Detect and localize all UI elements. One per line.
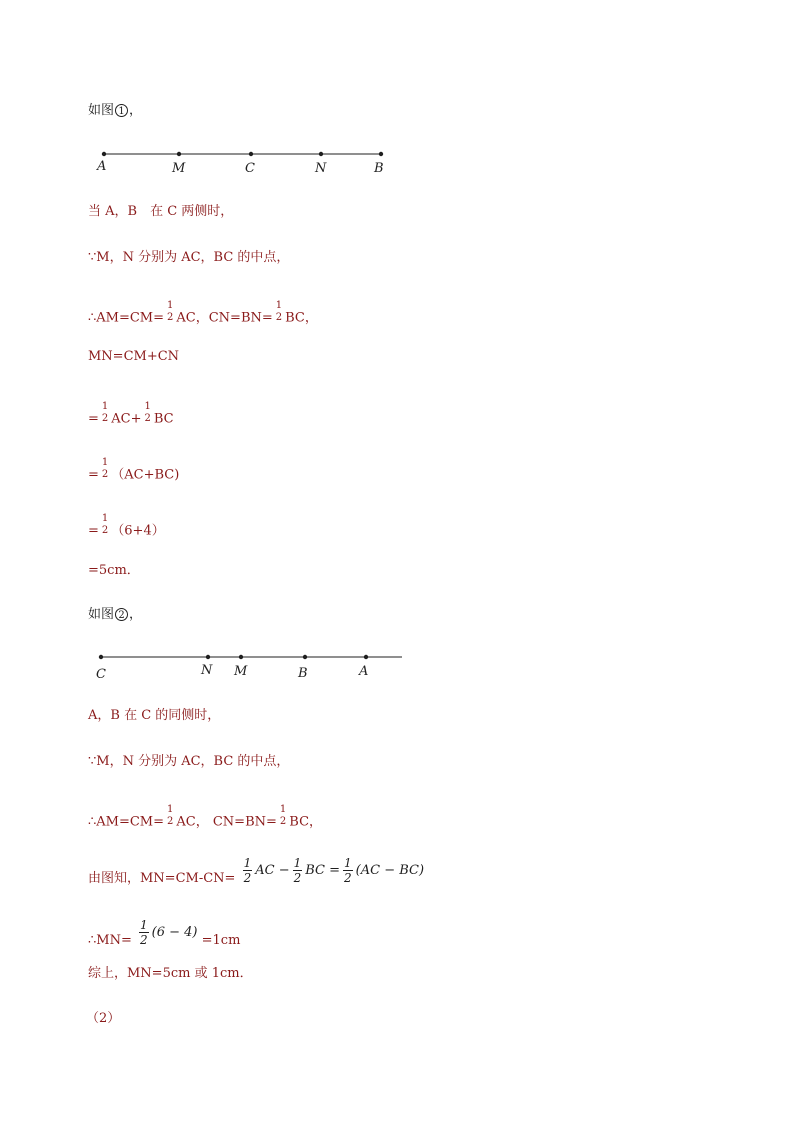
- case2-calc-formula: $\frac{1}{2}$ (6 − 4): [140, 918, 198, 947]
- case2-condition: A，B 在 C 的同侧时，: [88, 708, 221, 723]
- fig1-caption: 如图 1 ，: [88, 103, 143, 118]
- case1-midpoint-statement: ∵M，N 分别为 AC，BC 的中点，: [88, 250, 290, 265]
- label-c: C: [96, 667, 106, 682]
- circled-number: 2: [115, 608, 128, 621]
- point-b: [303, 655, 307, 659]
- label-b: B: [374, 161, 384, 176]
- fraction-half: 1 2: [101, 513, 109, 536]
- case1-condition: 当 A，B 在 C 两侧时，: [88, 204, 234, 219]
- case1-mn-sum: MN=CM+CN: [88, 349, 180, 364]
- case2-mn-calc: ∴MN= $\frac{1}{2}$ (6 − 4) =1cm: [88, 918, 241, 948]
- label-b: B: [298, 666, 308, 681]
- label-a: A: [359, 664, 369, 679]
- part-2-label: （2）: [86, 1011, 121, 1026]
- case2-half-relations: ∴AM=CM= 1 2 AC， CN=BN= 1 2 BC，: [88, 804, 323, 830]
- case2-mn-difference: 由图知，MN=CM-CN= $\frac{1}{2}$ AC − $\frac{1}{2}$ BC = $\frac{1}{2}$ (AC − BC): [88, 856, 425, 886]
- case1-step3: = 1 2 （6+4）: [88, 513, 165, 539]
- fraction-half: $\frac{1}{2}$: [293, 856, 302, 885]
- case2-midpoint-statement: ∵M，N 分别为 AC，BC 的中点，: [88, 754, 290, 769]
- label-c: C: [245, 161, 255, 176]
- fraction-half: 1 2: [167, 804, 174, 827]
- case1-result: =5cm．: [88, 563, 140, 578]
- case2-formula: $\frac{1}{2}$ AC − $\frac{1}{2}$ BC = $\frac{1}{2}$ (AC − BC): [243, 856, 425, 885]
- fraction-half: $\frac{1}{2}$: [243, 856, 252, 885]
- label-n: N: [315, 161, 327, 176]
- case1-step2: = 1 2 （AC+BC): [88, 457, 180, 483]
- fig2-caption: 如图 2 ，: [88, 607, 143, 622]
- fraction-half: $\frac{1}{2}$: [140, 918, 148, 947]
- label-a: A: [97, 159, 107, 174]
- conclusion: 综上，MN=5cm 或 1cm．: [88, 966, 253, 981]
- fraction-half: 1 2: [101, 401, 109, 424]
- case1-step1: = 1 2 AC+ 1 2 BC: [88, 401, 174, 427]
- label-n: N: [201, 663, 213, 678]
- fraction-half: 1 2: [275, 300, 283, 323]
- point-a: [364, 655, 368, 659]
- fraction-half: 1 2: [101, 457, 109, 480]
- point-n: [206, 655, 210, 659]
- label-m: M: [234, 664, 248, 679]
- point-c: [99, 655, 103, 659]
- fraction-half: 1 2: [167, 300, 174, 323]
- fraction-half: 1 2: [144, 401, 151, 424]
- point-m: [239, 655, 243, 659]
- label-m: M: [172, 161, 186, 176]
- case1-half-relations: ∴AM=CM= 1 2 AC，CN=BN= 1 2 BC，: [88, 300, 318, 326]
- fraction-half: $\frac{1}{2}$: [344, 856, 352, 885]
- circled-number: 1: [115, 104, 128, 117]
- fraction-half: 1 2: [279, 804, 287, 827]
